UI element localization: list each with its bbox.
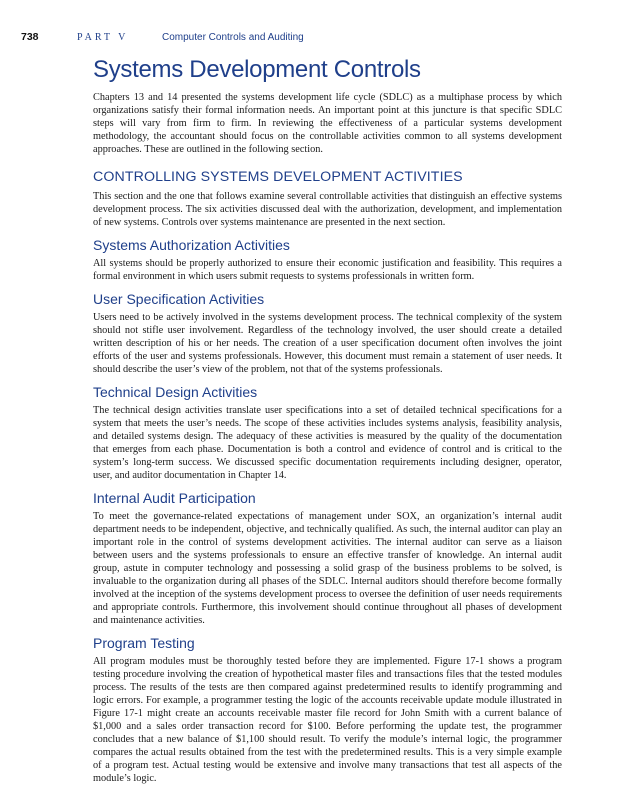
heading-technical-design: Technical Design Activities (93, 384, 258, 400)
heading-systems-authorization: Systems Authorization Activities (93, 237, 290, 253)
heading-internal-audit: Internal Audit Participation (93, 490, 256, 506)
paragraph-technical-design: The technical design activities translate user specifications into a set of detailed technical specifications for a system that meets the user’s needs. The scope of these activities includes systems analysis, feasibility analysis, and detailed systems design. The adequacy of these activities is measured by the quality of the documentation that emerges from each phase. Documentation is both a control and evidence of control and is critical to the system’s long-term success. We discussed specific documentation requirements including designer, operator, user, and auditor documentation in Chapter 14. (93, 405, 562, 481)
paragraph-user-specification: Users need to be actively involved in the systems development process. The technical complexity of the system should not stifle user involvement. Regardless of the technology involved, the user should create a detailed written description of his or her needs. The creation of a user specification document often involves the joint efforts of the user and systems professionals. However, this document must remain a statement of user needs. It should describe the user’s view of the problem, not that of the systems professionals. (93, 312, 562, 375)
paragraph-internal-audit: To meet the governance-related expectations of management under SOX, an organization’s internal audit department needs to be independent, objective, and technically qualified. As such, the internal auditor can play an important role in the control of systems development activities. The internal auditor can serve as a liaison between users and the systems professionals to ensure an effective transfer of knowledge. An internal audit group, astute in computer technology and possessing a solid grasp of the business problems to be solved, is invaluable to the organization during all phases of the SDLC. Internal auditors should therefore become formally involved at the inception of the systems development process to oversee the definition of user needs requirements and appropriate controls. Furthermore, this involvement should continue throughout all phases of development and maintenance activities. (93, 511, 562, 626)
major-heading: CONTROLLING SYSTEMS DEVELOPMENT ACTIVITIES (93, 169, 463, 185)
heading-program-testing: Program Testing (93, 635, 195, 651)
page-number: 738 (21, 31, 39, 43)
part-label: PART V (77, 32, 129, 43)
page-content (93, 55, 562, 785)
major-paragraph: This section and the one that follows examine several controllable activities that distinguish an effective systems development process. The six activities discussed deal with the authorization, development, and implementation of new systems. Controls over systems maintenance are presented in the next section. (93, 191, 562, 228)
running-header (21, 31, 304, 43)
chapter-title: Computer Controls and Auditing (162, 32, 304, 43)
intro-paragraph: Chapters 13 and 14 presented the systems development life cycle (SDLC) as a multiphase process by which organizations satisfy their formal information needs. An important point at this juncture is that specific SDLC steps will vary from firm to firm. In reviewing the effectiveness of a particular systems development methodology, the accountant should focus on the controllable activities common to all systems development approaches. These are outlined in the following section. (93, 92, 562, 155)
paragraph-program-testing: All program modules must be thoroughly tested before they are implemented. Figure 17-1 shows a program testing procedure involving the creation of hypothetical master files and transactions files that the tested modules process. The results of the tests are then compared against predetermined results to identify programming and logic errors. For example, a programmer testing the logic of the accounts receivable update module illustrated in Figure 17-1 might create an accounts receivable master file record for John Smith with a current balance of $1,000 and a sales order transaction record for $100. Before performing the update test, the programmer concludes that a new balance of $1,100 should result. To verify the module’s internal logic, the programmer compares the actual results obtained from the test with the predetermined results. This is a very simple example of a program test. Actual testing would be extensive and involve many transactions that test all aspects of the module’s logic. (93, 656, 562, 784)
heading-user-specification: User Specification Activities (93, 291, 265, 307)
section-title: Systems Development Controls (93, 56, 421, 83)
paragraph-systems-authorization: All systems should be properly authorized to ensure their economic justification and feasibility. This requires a formal environment in which users submit requests to systems professionals in written form. (93, 258, 562, 282)
